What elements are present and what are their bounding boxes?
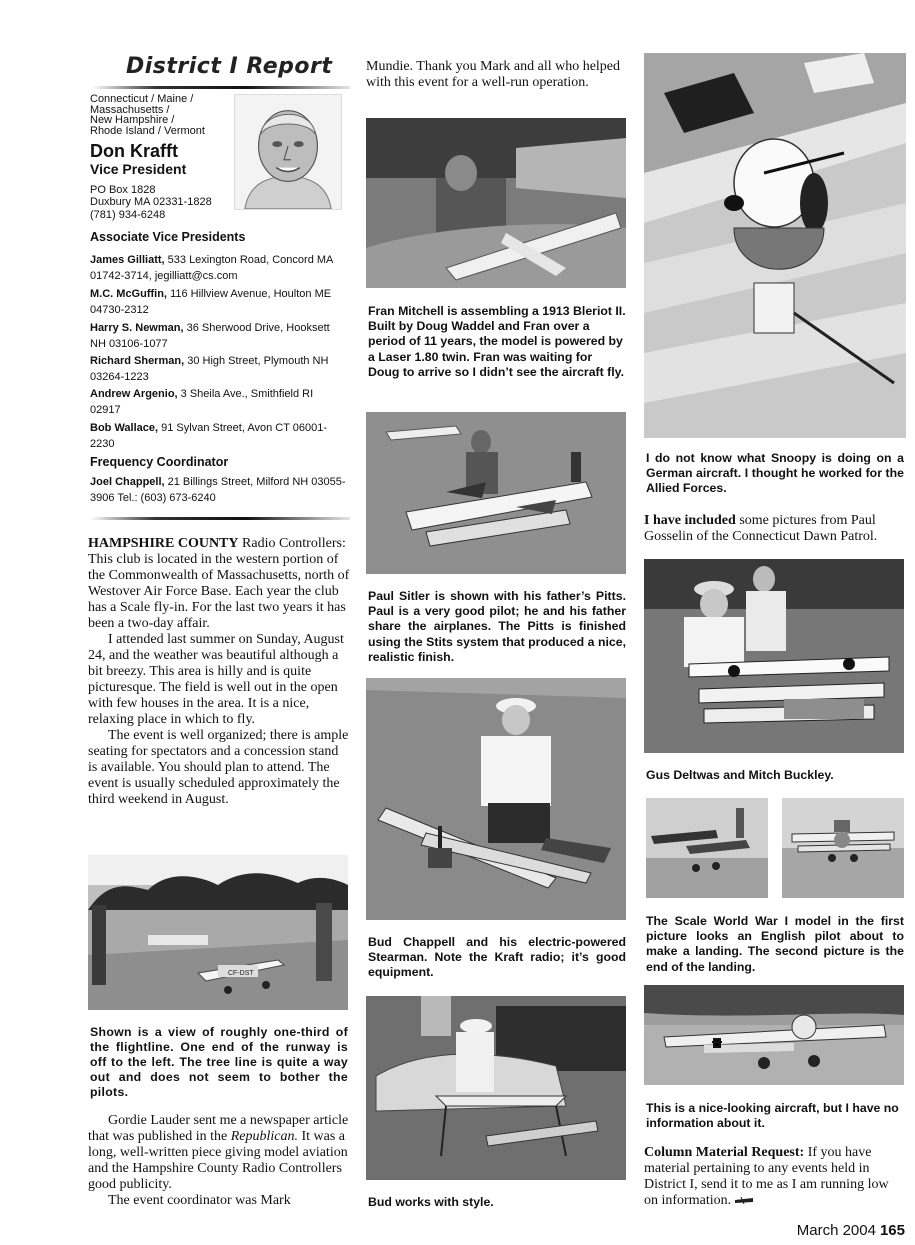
associate-name: Richard Sherman,: [90, 355, 185, 367]
article-paragraph: It was a long, well-written piece giving model aviation and the Hampshire County Radio Controllers good publicity.: [88, 1129, 348, 1192]
vp-address: [90, 184, 212, 221]
state-line: Rhode Island / Vermont: [90, 124, 205, 137]
associate-details: 91 Sylvan Street, Avon CT 06001-2230: [90, 422, 328, 450]
frequency-entry: [90, 474, 346, 506]
pitts-caption: Paul Sitler is shown with his father’s Pitts. Paul is a very good pilot; he and his father share the airplanes. The Pitts is finished using the Stits system that produced a nice, realistic finish.: [368, 589, 626, 664]
gus-caption: Gus Deltwas and Mitch Buckley.: [646, 768, 834, 782]
associate-entry: [90, 286, 346, 318]
article-paragraph: some pictures from Paul Gosselin of the Connecticut Dawn Patrol.: [644, 513, 878, 544]
associate-details: 116 Hillview Avenue, Houlton ME 04730-2312: [90, 288, 332, 316]
issue-date: March 2004: [796, 1222, 876, 1239]
newspaper-name: Republican.: [230, 1129, 298, 1144]
page-footer: [797, 1222, 905, 1239]
article-paragraph: I attended last summer on Sunday, August 24, and the weather was beautiful although a bit breezy. This area is hilly and is quite picturesque. The field is well out in the open with few houses in the area. It is a nice, relaxing place in which to fly.: [88, 632, 344, 727]
vp-name: Don Krafft: [90, 141, 178, 161]
state-line: New Hampshire /: [90, 114, 175, 126]
article-paragraph: Gordie Lauder sent me a newspaper article that was published in the: [88, 1113, 349, 1144]
article-paragraph: Radio Controllers: This club is located in the western portion of the Commonwealth of Massachusetts, north of Westover Air Force Base. Each year the club has a Scale fly-in. For the last two years it has been a two-day affair.: [88, 536, 350, 631]
flightline-caption: Shown is a view of roughly one-third of the flightline. One end of the runway is off to the left. The tree line is quite a way out and does not seem to bother the pilots.: [90, 1025, 348, 1099]
bleriot-photo: [366, 118, 626, 288]
article-continuation: Mundie. Thank you Mark and all who helped with this event for a well-run operation.: [366, 59, 621, 90]
bud-style-caption: Bud works with style.: [368, 1195, 494, 1209]
nice-aircraft-photo: [644, 985, 904, 1085]
stearman-photo: [366, 678, 626, 920]
address-line: (781) 934-6248: [90, 208, 166, 221]
frequency-details: 21 Billings Street, Milford NH 03055-3906 Tel.: (603) 673-6240: [90, 476, 346, 504]
article-pictures-note: [644, 513, 906, 545]
wwi-landing-photo-2: [782, 798, 904, 898]
associate-name: Bob Wallace,: [90, 422, 159, 434]
associate-name: Andrew Argenio,: [90, 388, 178, 400]
snoopy-photo: [644, 53, 906, 438]
report-title: District I Report: [126, 54, 333, 79]
wwi-landing-photo-1: [646, 798, 768, 898]
gus-photo: [644, 559, 904, 753]
bleriot-caption: Fran Mitchell is assembling a 1913 Bleriot II. Built by Doug Waddel and Fran over a period of 11 years, the model is powered by a Laser 1.80 twin. Fran was waiting for Doug to arrive so I didn’t see the aircraft fly.: [368, 304, 626, 379]
associate-entry: [90, 420, 346, 452]
pitts-photo: [366, 412, 626, 574]
svg-text:CF-DST: CF-DST: [228, 970, 254, 977]
bud-style-photo: [366, 996, 626, 1180]
title-divider: [92, 86, 350, 89]
associate-details: 3 Sheila Ave., Smithfield RI 02917: [90, 388, 314, 416]
flightline-photo: [88, 855, 348, 1010]
state-line: Connecticut / Maine /: [90, 93, 194, 105]
page-number: 165: [879, 1222, 905, 1239]
associate-entry: [90, 386, 346, 418]
associate-entry: [90, 353, 346, 385]
article-newspaper: [88, 1113, 350, 1209]
associate-name: M.C. McGuffin,: [90, 288, 167, 300]
snoopy-caption: I do not know what Snoopy is doing on a German aircraft. I thought he worked for the Allied Forces.: [646, 451, 904, 496]
article-paragraph: The event coordinator was Mark: [108, 1193, 291, 1208]
ama-logo-icon: [735, 1197, 753, 1204]
frequency-heading: Frequency Coordinator: [90, 455, 229, 469]
associate-details: 533 Lexington Road, Concord MA 01742-3714, jegilliatt@cs.com: [90, 254, 333, 282]
address-line: Duxbury MA 02331-1828: [90, 196, 212, 209]
associate-name: James Gilliatt,: [90, 254, 165, 266]
article-paragraph: If you have material pertaining to any events held in District I, send it to me as I am running low on information.: [644, 1145, 889, 1208]
section-divider: [90, 517, 350, 520]
club-name: HAMPSHIRE COUNTY: [88, 536, 239, 551]
vp-portrait: [234, 94, 342, 210]
associates-heading: Associate Vice Presidents: [90, 230, 246, 244]
lead-phrase: Column Material Request:: [644, 1145, 805, 1160]
vp-title: Vice President: [90, 161, 187, 177]
associate-details: 36 Sherwood Drive, Hooksett NH 03106-1077: [90, 322, 330, 350]
state-line: Massachusetts /: [90, 103, 170, 116]
nice-aircraft-caption: This is a nice-looking aircraft, but I have no information about it.: [646, 1101, 899, 1131]
associate-name: Harry S. Newman,: [90, 322, 184, 334]
district-states: [90, 94, 240, 136]
article-intro: [88, 536, 350, 808]
lead-phrase: I have included: [644, 513, 736, 528]
column-material-request: [644, 1145, 906, 1209]
article-paragraph: The event is well organized; there is ample seating for spectators and a concession stand is available. You should plan to attend. The event is usually scheduled approximately the third weekend in August.: [88, 728, 349, 807]
stearman-caption: Bud Chappell and his electric-powered Stearman. Note the Kraft radio; it’s good equipment.: [368, 935, 626, 980]
associate-entry: [90, 320, 346, 352]
wwi-caption: The Scale World War I model in the first picture looks an English pilot about to make a landing. The second picture is the end of the landing.: [646, 914, 904, 974]
associate-details: 30 High Street, Plymouth NH 03264-1223: [90, 355, 329, 383]
associate-entry: [90, 252, 346, 284]
address-line: PO Box 1828: [90, 184, 156, 196]
frequency-name: Joel Chappell,: [90, 476, 165, 488]
